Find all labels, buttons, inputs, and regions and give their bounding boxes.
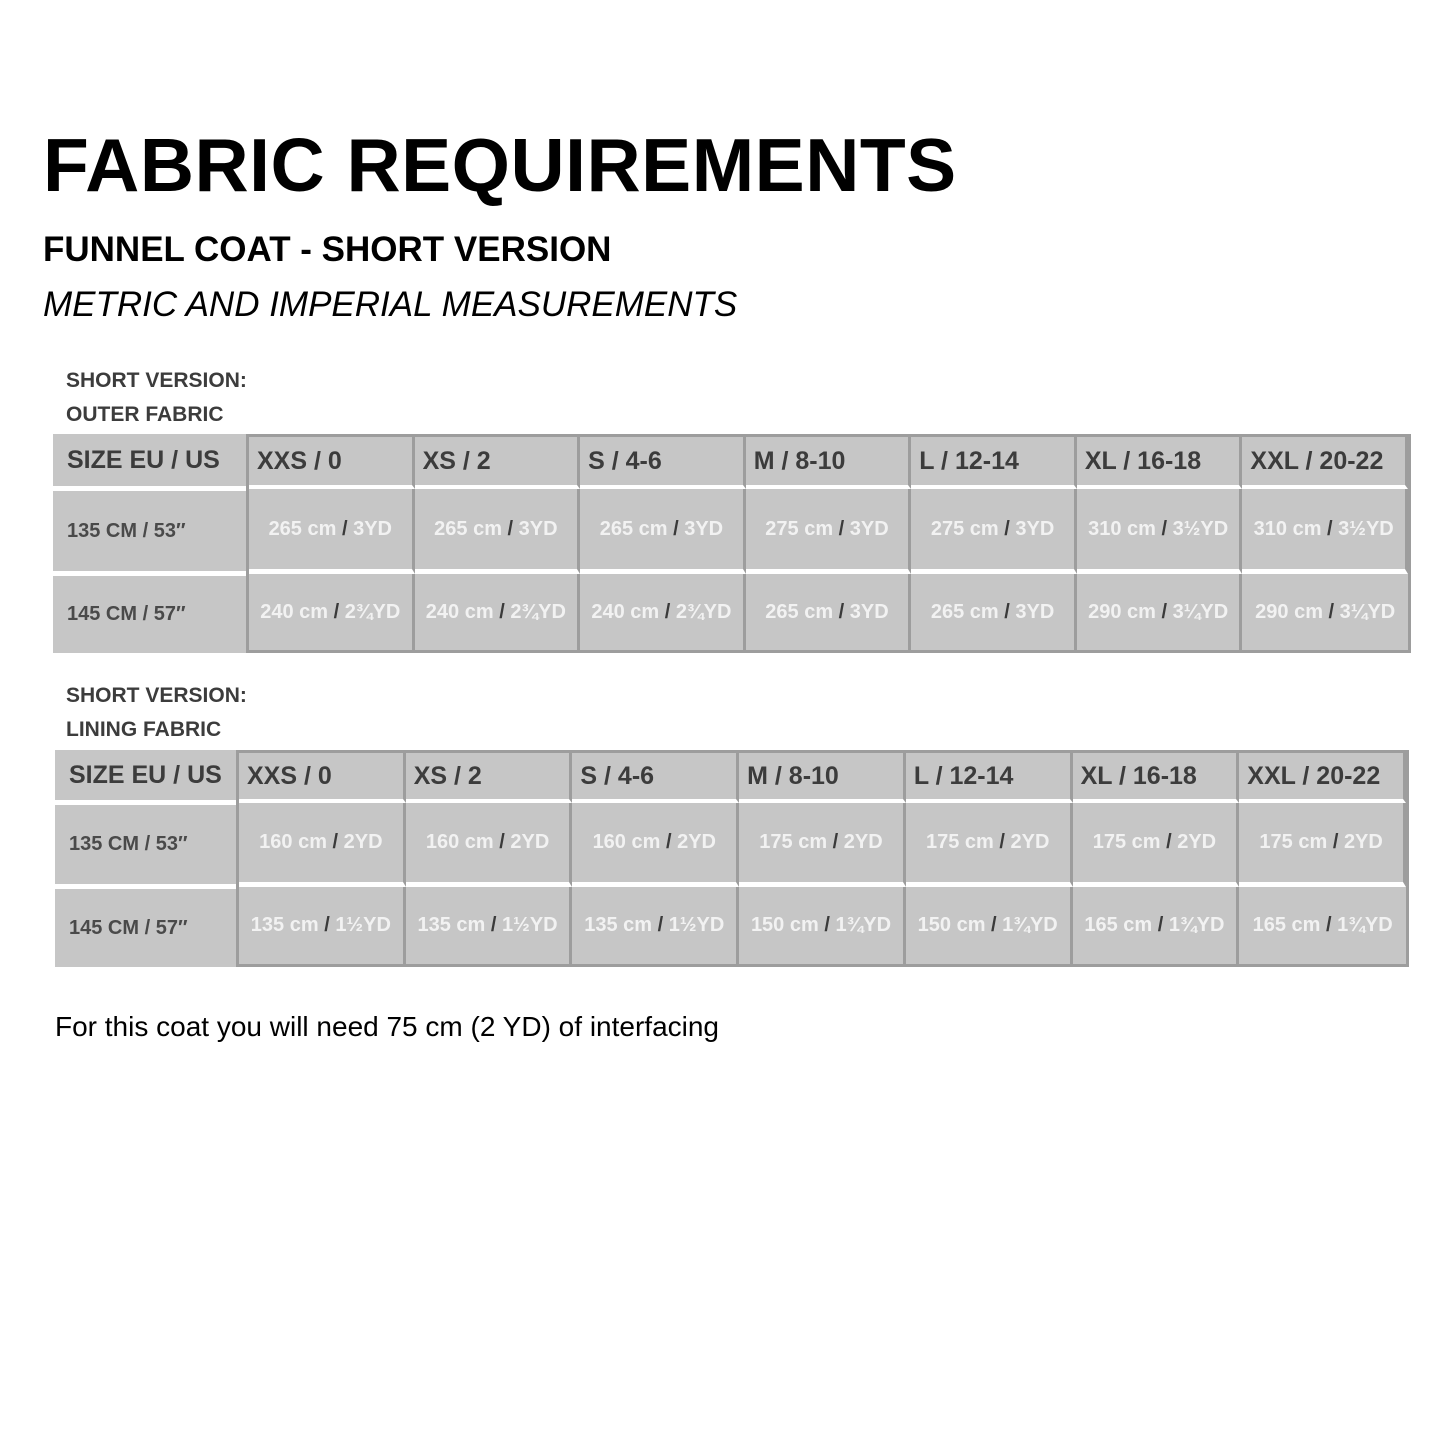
size-header: XXS / 0	[249, 437, 415, 489]
separator: /	[1155, 517, 1173, 540]
separator: /	[501, 517, 519, 540]
amount-cm: 150 cm	[750, 914, 819, 936]
fabric-amount-cell	[739, 803, 906, 887]
amount-yd: 2YD	[510, 831, 550, 853]
amount-yd: 1½YD	[502, 914, 558, 936]
amount-yd: 2¾YD	[344, 600, 401, 623]
amount-yd: 3YD	[518, 517, 558, 540]
separator: /	[667, 517, 685, 540]
amount-yd: 1¾YD	[1168, 914, 1225, 936]
amount-cm: 160 cm	[259, 831, 327, 853]
fabric-amount-cell	[1242, 489, 1408, 574]
outer-fabric-grid	[246, 434, 1411, 653]
amount-cm: 240 cm	[425, 600, 494, 623]
amount-cm: 290 cm	[1255, 600, 1323, 623]
separator: /	[1155, 600, 1173, 623]
section-label-line2: LINING FABRIC	[66, 718, 222, 741]
size-header: M / 8-10	[739, 753, 906, 803]
separator: /	[993, 831, 1011, 853]
fabric-amount-cell	[911, 574, 1077, 650]
amount-cm: 160 cm	[425, 831, 494, 853]
amount-cm: 135 cm	[250, 914, 319, 936]
amount-yd: 2YD	[677, 831, 716, 853]
fabric-amount-cell	[572, 803, 739, 887]
section-label-line1: SHORT VERSION:	[66, 369, 247, 392]
size-header: S / 4-6	[572, 753, 739, 803]
amount-cm: 165 cm	[1252, 914, 1321, 936]
amount-cm: 310 cm	[1253, 517, 1322, 540]
amount-yd: 2YD	[343, 831, 383, 853]
row-header-size: SIZE EU / US	[53, 434, 246, 486]
size-header: XS / 2	[406, 753, 573, 803]
amount-yd: 1½YD	[668, 914, 725, 936]
fabric-amount-cell	[1073, 887, 1240, 964]
size-header: XXS / 0	[239, 753, 406, 803]
separator: /	[652, 914, 669, 936]
separator: /	[833, 600, 850, 623]
separator: /	[660, 831, 678, 853]
size-header: XL / 16-18	[1077, 437, 1243, 489]
amount-cm: 165 cm	[1084, 914, 1153, 936]
separator: /	[833, 517, 850, 540]
amount-yd: 3YD	[353, 517, 392, 540]
amount-yd: 2YD	[1343, 831, 1383, 853]
amount-yd: 3YD	[1015, 600, 1055, 623]
amount-yd: 3YD	[684, 517, 724, 540]
amount-yd: 3½YD	[1172, 517, 1229, 540]
fabric-amount-cell	[249, 489, 415, 574]
separator: /	[998, 600, 1016, 623]
fabric-amount-cell	[906, 887, 1073, 964]
fabric-amount-cell	[249, 574, 415, 650]
separator: /	[318, 914, 336, 936]
fabric-amount-cell	[1077, 574, 1243, 650]
amount-yd: 3YD	[1015, 517, 1055, 540]
amount-cm: 265 cm	[268, 517, 337, 540]
amount-cm: 175 cm	[925, 831, 994, 853]
row-label-135: 135 CM / 53″	[53, 491, 246, 571]
separator: /	[1152, 914, 1169, 936]
separator: /	[328, 600, 345, 623]
size-header: XXL / 20-22	[1242, 437, 1408, 489]
separator: /	[1322, 600, 1340, 623]
fabric-amount-cell	[580, 574, 746, 650]
amount-cm: 240 cm	[591, 600, 660, 623]
separator: /	[1160, 831, 1178, 853]
size-header: S / 4-6	[580, 437, 746, 489]
fabric-amount-cell	[406, 803, 573, 887]
amount-cm: 310 cm	[1088, 517, 1156, 540]
amount-cm: 135 cm	[417, 914, 486, 936]
amount-cm: 275 cm	[765, 517, 834, 540]
row-label-135: 135 CM / 53″	[55, 805, 236, 884]
separator: /	[1327, 831, 1344, 853]
lining-fabric-table	[55, 750, 1409, 967]
amount-cm: 275 cm	[930, 517, 999, 540]
row-label-145: 145 CM / 57″	[53, 576, 246, 653]
fabric-amount-cell	[239, 887, 406, 964]
row-label-145: 145 CM / 57″	[55, 889, 236, 967]
separator: /	[985, 914, 1003, 936]
interfacing-note: For this coat you will need 75 cm (2 YD) of interfacing	[55, 1011, 720, 1042]
row-header-size: SIZE EU / US	[55, 750, 236, 800]
separator: /	[336, 517, 354, 540]
amount-yd: 1½YD	[335, 914, 391, 936]
separator: /	[326, 831, 344, 853]
section-label-line1: SHORT VERSION:	[66, 684, 247, 707]
amount-cm: 175 cm	[759, 831, 828, 853]
fabric-amount-cell	[1242, 574, 1408, 650]
separator: /	[998, 517, 1016, 540]
separator: /	[818, 914, 836, 936]
amount-cm: 175 cm	[1259, 831, 1328, 853]
fabric-amount-cell	[406, 887, 573, 964]
fabric-amount-cell	[906, 803, 1073, 887]
page-title: FABRIC REQUIREMENTS	[43, 123, 957, 207]
size-header: XS / 2	[415, 437, 581, 489]
lining-fabric-label	[66, 679, 247, 747]
fabric-amount-cell	[415, 489, 581, 574]
fabric-amount-cell	[1077, 489, 1243, 574]
fabric-amount-cell	[1239, 803, 1406, 887]
lining-fabric-grid	[236, 750, 1409, 967]
separator: /	[1321, 517, 1339, 540]
separator: /	[485, 914, 503, 936]
fabric-amount-cell	[1239, 887, 1406, 964]
amount-cm: 175 cm	[1092, 831, 1161, 853]
separator: /	[493, 831, 511, 853]
size-header: M / 8-10	[746, 437, 912, 489]
fabric-amount-cell	[572, 887, 739, 964]
size-header: XL / 16-18	[1073, 753, 1240, 803]
separator: /	[1320, 914, 1338, 936]
amount-yd: 3YD	[849, 600, 889, 623]
amount-yd: 2¾YD	[675, 600, 732, 623]
amount-cm: 265 cm	[599, 517, 668, 540]
fabric-amount-cell	[746, 574, 912, 650]
amount-yd: 3YD	[849, 517, 889, 540]
fabric-amount-cell	[911, 489, 1077, 574]
amount-yd: 1¾YD	[1002, 914, 1058, 936]
amount-yd: 2YD	[843, 831, 883, 853]
amount-yd: 2¾YD	[510, 600, 566, 623]
separator: /	[659, 600, 676, 623]
amount-cm: 160 cm	[592, 831, 661, 853]
size-header: XXL / 20-22	[1239, 753, 1406, 803]
separator: /	[493, 600, 511, 623]
amount-yd: 3¼YD	[1172, 600, 1229, 623]
fabric-amount-cell	[746, 489, 912, 574]
amount-cm: 290 cm	[1088, 600, 1156, 623]
outer-fabric-label	[66, 364, 247, 432]
size-header: L / 12-14	[911, 437, 1077, 489]
amount-yd: 3½YD	[1338, 517, 1394, 540]
fabric-amount-cell	[239, 803, 406, 887]
amount-yd: 3¼YD	[1339, 600, 1396, 623]
separator: /	[827, 831, 844, 853]
amount-yd: 1¾YD	[835, 914, 892, 936]
amount-yd: 2YD	[1177, 831, 1217, 853]
fabric-amount-cell	[1073, 803, 1240, 887]
amount-yd: 1¾YD	[1337, 914, 1393, 936]
section-label-line2: OUTER FABRIC	[66, 403, 224, 426]
amount-cm: 265 cm	[930, 600, 999, 623]
fabric-amount-cell	[415, 574, 581, 650]
amount-cm: 240 cm	[260, 600, 329, 623]
page-subtitle: FUNNEL COAT - SHORT VERSION	[43, 230, 612, 269]
amount-cm: 265 cm	[765, 600, 834, 623]
fabric-amount-cell	[739, 887, 906, 964]
amount-cm: 150 cm	[917, 914, 986, 936]
units-note: METRIC AND IMPERIAL MEASUREMENTS	[43, 285, 738, 324]
fabric-amount-cell	[580, 489, 746, 574]
amount-cm: 135 cm	[584, 914, 653, 936]
amount-yd: 2YD	[1010, 831, 1050, 853]
size-header: L / 12-14	[906, 753, 1073, 803]
outer-fabric-table	[53, 434, 1411, 653]
amount-cm: 265 cm	[434, 517, 502, 540]
